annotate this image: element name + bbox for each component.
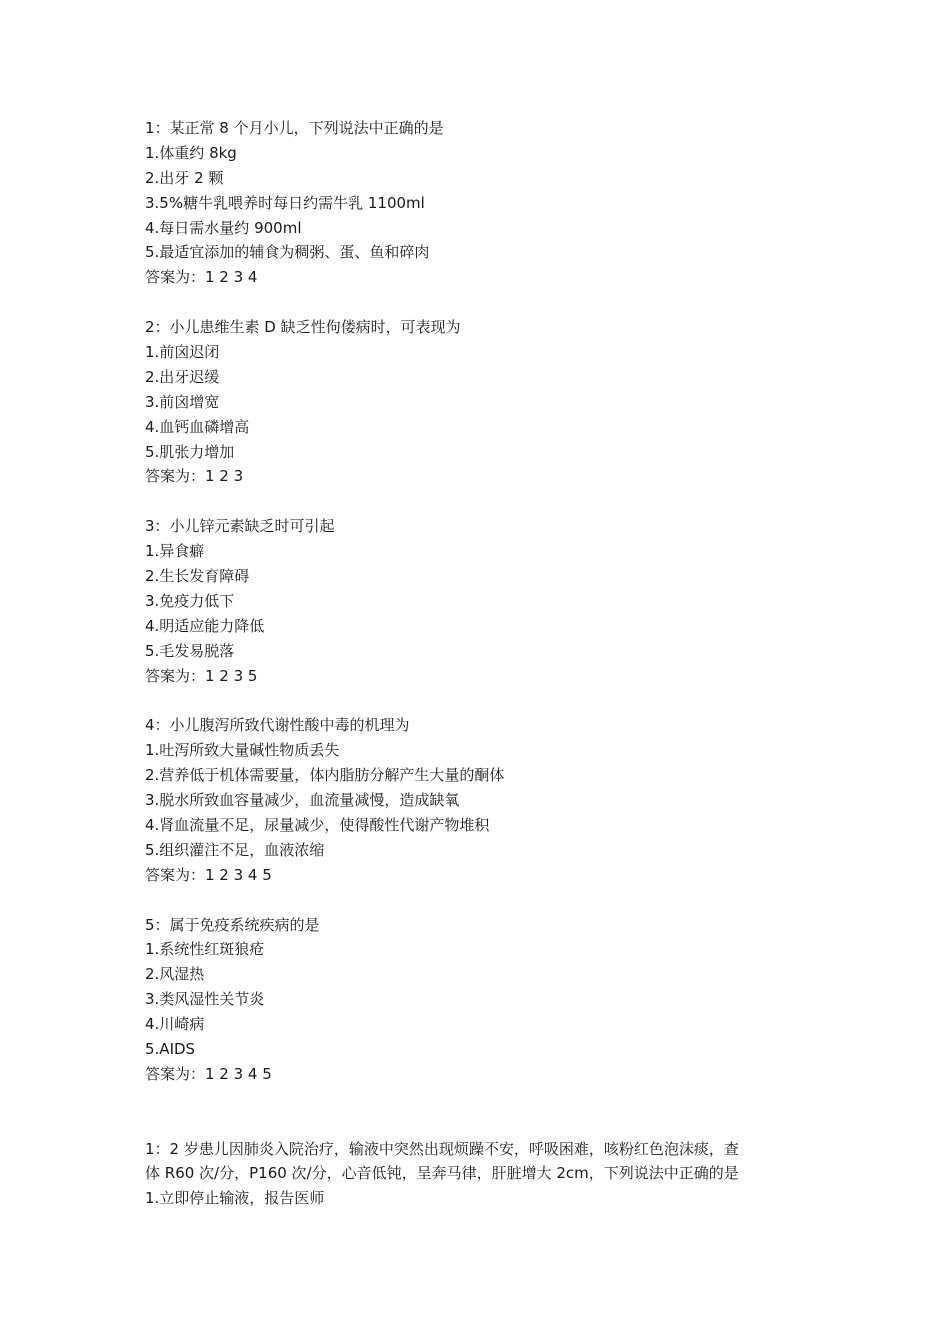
question-option: 4.肾血流量不足，尿量减少，使得酸性代谢产物堆积 xyxy=(145,815,490,834)
question-option: 2.生长发育障碍 xyxy=(145,567,250,586)
question-option: 5.毛发易脱落 xyxy=(145,641,235,660)
question-option: 1.吐泻所致大量碱性物质丢失 xyxy=(145,741,340,760)
question-option: 5.肌张力增加 xyxy=(145,442,235,461)
question-option: 1.前囟迟闭 xyxy=(145,343,220,362)
question-block xyxy=(145,315,815,489)
question-option: 5.最适宜添加的辅食为稠粥、蛋、鱼和碎肉 xyxy=(145,243,430,262)
question-option: 2.营养低于机体需要量，体内脂肪分解产生大量的酮体 xyxy=(145,766,505,785)
question-option: 5.AIDS xyxy=(145,1039,196,1058)
question-stem: 4：小儿腹泻所致代谢性酸中毒的机理为 xyxy=(145,716,410,735)
question-block xyxy=(145,116,815,290)
question-stem: 2：小儿患维生素 D 缺乏性佝偻病时，可表现为 xyxy=(145,318,461,337)
question-block xyxy=(145,913,815,1087)
question-stem-continued: 体 R60 次/分，P160 次/分，心音低钝，呈奔马律，肝脏增大 2cm，下列说法中正确的是 xyxy=(145,1164,739,1183)
question-option: 4.每日需水量约 900ml xyxy=(145,218,302,237)
question-block xyxy=(145,713,815,887)
question-option: 1.立即停止输液，报告医师 xyxy=(145,1189,325,1208)
question-option: 4.川崎病 xyxy=(145,1015,205,1034)
question-option: 3.前囟增宽 xyxy=(145,392,220,411)
question-option: 5.组织灌注不足，血液浓缩 xyxy=(145,840,325,859)
question-option: 4.血钙血磷增高 xyxy=(145,417,250,436)
question-option: 2.风湿热 xyxy=(145,965,205,984)
question-answer: 答案为：1 2 3 4 5 xyxy=(145,1064,272,1083)
spacer xyxy=(145,489,815,514)
question-option: 1.体重约 8kg xyxy=(145,143,237,162)
question-option: 2.出牙迟缓 xyxy=(145,367,220,386)
question-stem: 5：属于免疫系统疾病的是 xyxy=(145,915,320,934)
question-option: 2.出牙 2 颗 xyxy=(145,168,224,187)
question-block xyxy=(145,1137,815,1212)
question-answer: 答案为：1 2 3 5 xyxy=(145,666,258,685)
question-stem: 3：小儿锌元素缺乏时可引起 xyxy=(145,517,335,536)
question-block xyxy=(145,514,815,688)
spacer xyxy=(145,290,815,315)
question-option: 1.异食癖 xyxy=(145,542,205,561)
question-option: 4.明适应能力降低 xyxy=(145,616,265,635)
spacer xyxy=(145,1087,815,1137)
question-option: 3.5%糖牛乳喂养时每日约需牛乳 1100ml xyxy=(145,193,425,212)
question-answer: 答案为：1 2 3 xyxy=(145,467,244,486)
question-option: 3.类风湿性关节炎 xyxy=(145,990,265,1009)
question-answer: 答案为：1 2 3 4 5 xyxy=(145,865,272,884)
spacer xyxy=(145,688,815,713)
question-stem: 1：某正常 8 个月小儿，下列说法中正确的是 xyxy=(145,119,444,137)
question-option: 3.脱水所致血容量减少，血流量减慢，造成缺氧 xyxy=(145,791,460,810)
document-page xyxy=(145,116,815,1211)
spacer xyxy=(145,888,815,913)
question-option: 3.免疫力低下 xyxy=(145,591,235,610)
question-stem: 1：2 岁患儿因肺炎入院治疗，输液中突然出现烦躁不安，呼吸困难，咳粉红色泡沫痰，查 xyxy=(145,1139,739,1158)
question-option: 1.系统性红斑狼疮 xyxy=(145,940,265,959)
question-answer: 答案为：1 2 3 4 xyxy=(145,268,258,287)
